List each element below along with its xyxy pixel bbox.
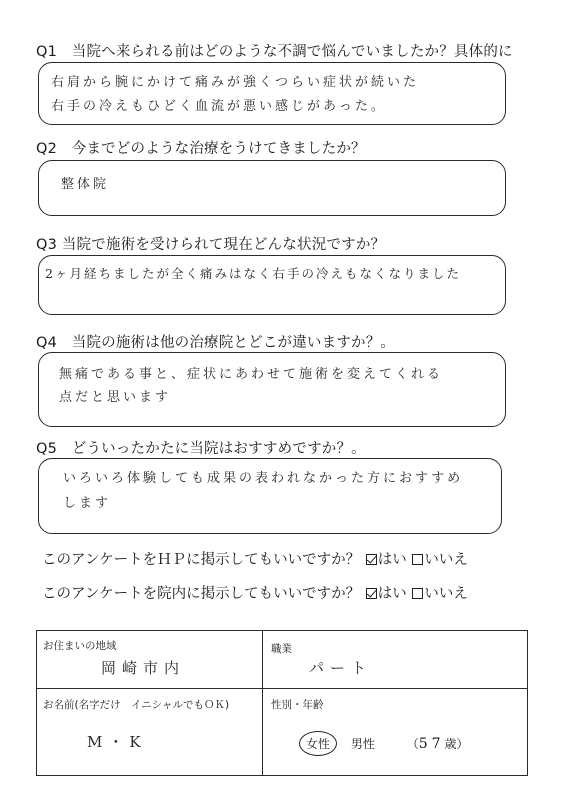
q1-answer-box xyxy=(38,62,506,125)
region-cell xyxy=(37,631,262,688)
q4-answer-line-1: 無痛である事と、症状にあわせて施術を変えてくれる xyxy=(59,367,444,382)
consent-clinic-yes-checkbox[interactable] xyxy=(366,588,377,599)
job-value: パート xyxy=(309,659,373,677)
q3-answer-line-1: 2ヶ月経ちましたが全く痛みはなく右手の冷えもなくなりました xyxy=(45,266,461,281)
age-value: 57 xyxy=(418,736,445,752)
consent-hp-no-checkbox[interactable] xyxy=(412,554,423,565)
q2-answer-box xyxy=(38,160,506,216)
q2-answer-line-1: 整体院 xyxy=(61,177,110,192)
q1-answer-line-1: 右肩から腕にかけて痛みが強くつらい症状が続いた xyxy=(51,75,420,90)
consent-hp-row xyxy=(42,548,468,569)
q5-question: Q5 どういったかたに当院はおすすめですか？。 xyxy=(36,441,366,457)
consent-clinic-yes-label: はい xyxy=(377,586,407,602)
female-option-circled[interactable]: 女性 xyxy=(299,731,337,756)
q5-answer-box xyxy=(38,458,502,534)
q3-answer-box xyxy=(38,255,506,315)
q4-question: Q4 当院の施術は他の治療院とどこが違いますか？。 xyxy=(36,335,396,351)
q4-answer-box xyxy=(38,352,506,427)
consent-clinic-no-checkbox[interactable] xyxy=(412,588,423,599)
consent-clinic-no-label: いいえ xyxy=(424,586,468,602)
q2-question: Q2 今までどのような治療をうけてきましたか？ xyxy=(36,141,366,157)
consent-hp-question: このアンケートをＨＰに掲示してもいいですか？ xyxy=(42,552,361,568)
consent-clinic-question: このアンケートを院内に掲示してもいいですか？ xyxy=(42,586,361,602)
male-option[interactable]: 男性 xyxy=(350,737,375,751)
region-value: 岡崎市内 xyxy=(101,659,186,677)
consent-hp-yes-label: はい xyxy=(377,552,407,568)
q5-answer-line-1: いろいろ体験しても成果の表われなかった方におすすめ xyxy=(63,471,464,486)
age-close: 歳） xyxy=(444,737,469,751)
name-value: M・K xyxy=(87,733,147,751)
region-label: お住まいの地域 xyxy=(43,640,117,652)
q3-question: Q3 当院で施術を受けられて現在どんな状況ですか？ xyxy=(36,237,386,253)
name-label: お名前(名字だけ イニシャルでもＯＫ) xyxy=(43,699,230,711)
consent-clinic-row xyxy=(42,582,468,603)
consent-hp-yes-checkbox[interactable] xyxy=(366,554,377,565)
gender-age-row xyxy=(299,731,469,756)
q1-question: Q1 当院へ来られる前はどのような不調で悩んでいましたか？具体的に xyxy=(36,44,513,60)
profile-table xyxy=(36,630,528,776)
q4-answer-line-2: 点だと思います xyxy=(59,390,172,405)
q1-answer-line-2: 右手の冷えもひどく血流が悪い感じがあった。 xyxy=(51,99,387,114)
job-cell xyxy=(263,631,527,688)
gender-age-cell xyxy=(263,689,527,775)
q5-answer-line-2: します xyxy=(63,496,112,511)
gender-age-label: 性別・年齢 xyxy=(271,699,324,711)
consent-hp-no-label: いいえ xyxy=(424,552,468,568)
age-open: （ xyxy=(406,737,419,751)
job-label: 職業 xyxy=(271,643,292,655)
name-cell xyxy=(37,689,262,775)
